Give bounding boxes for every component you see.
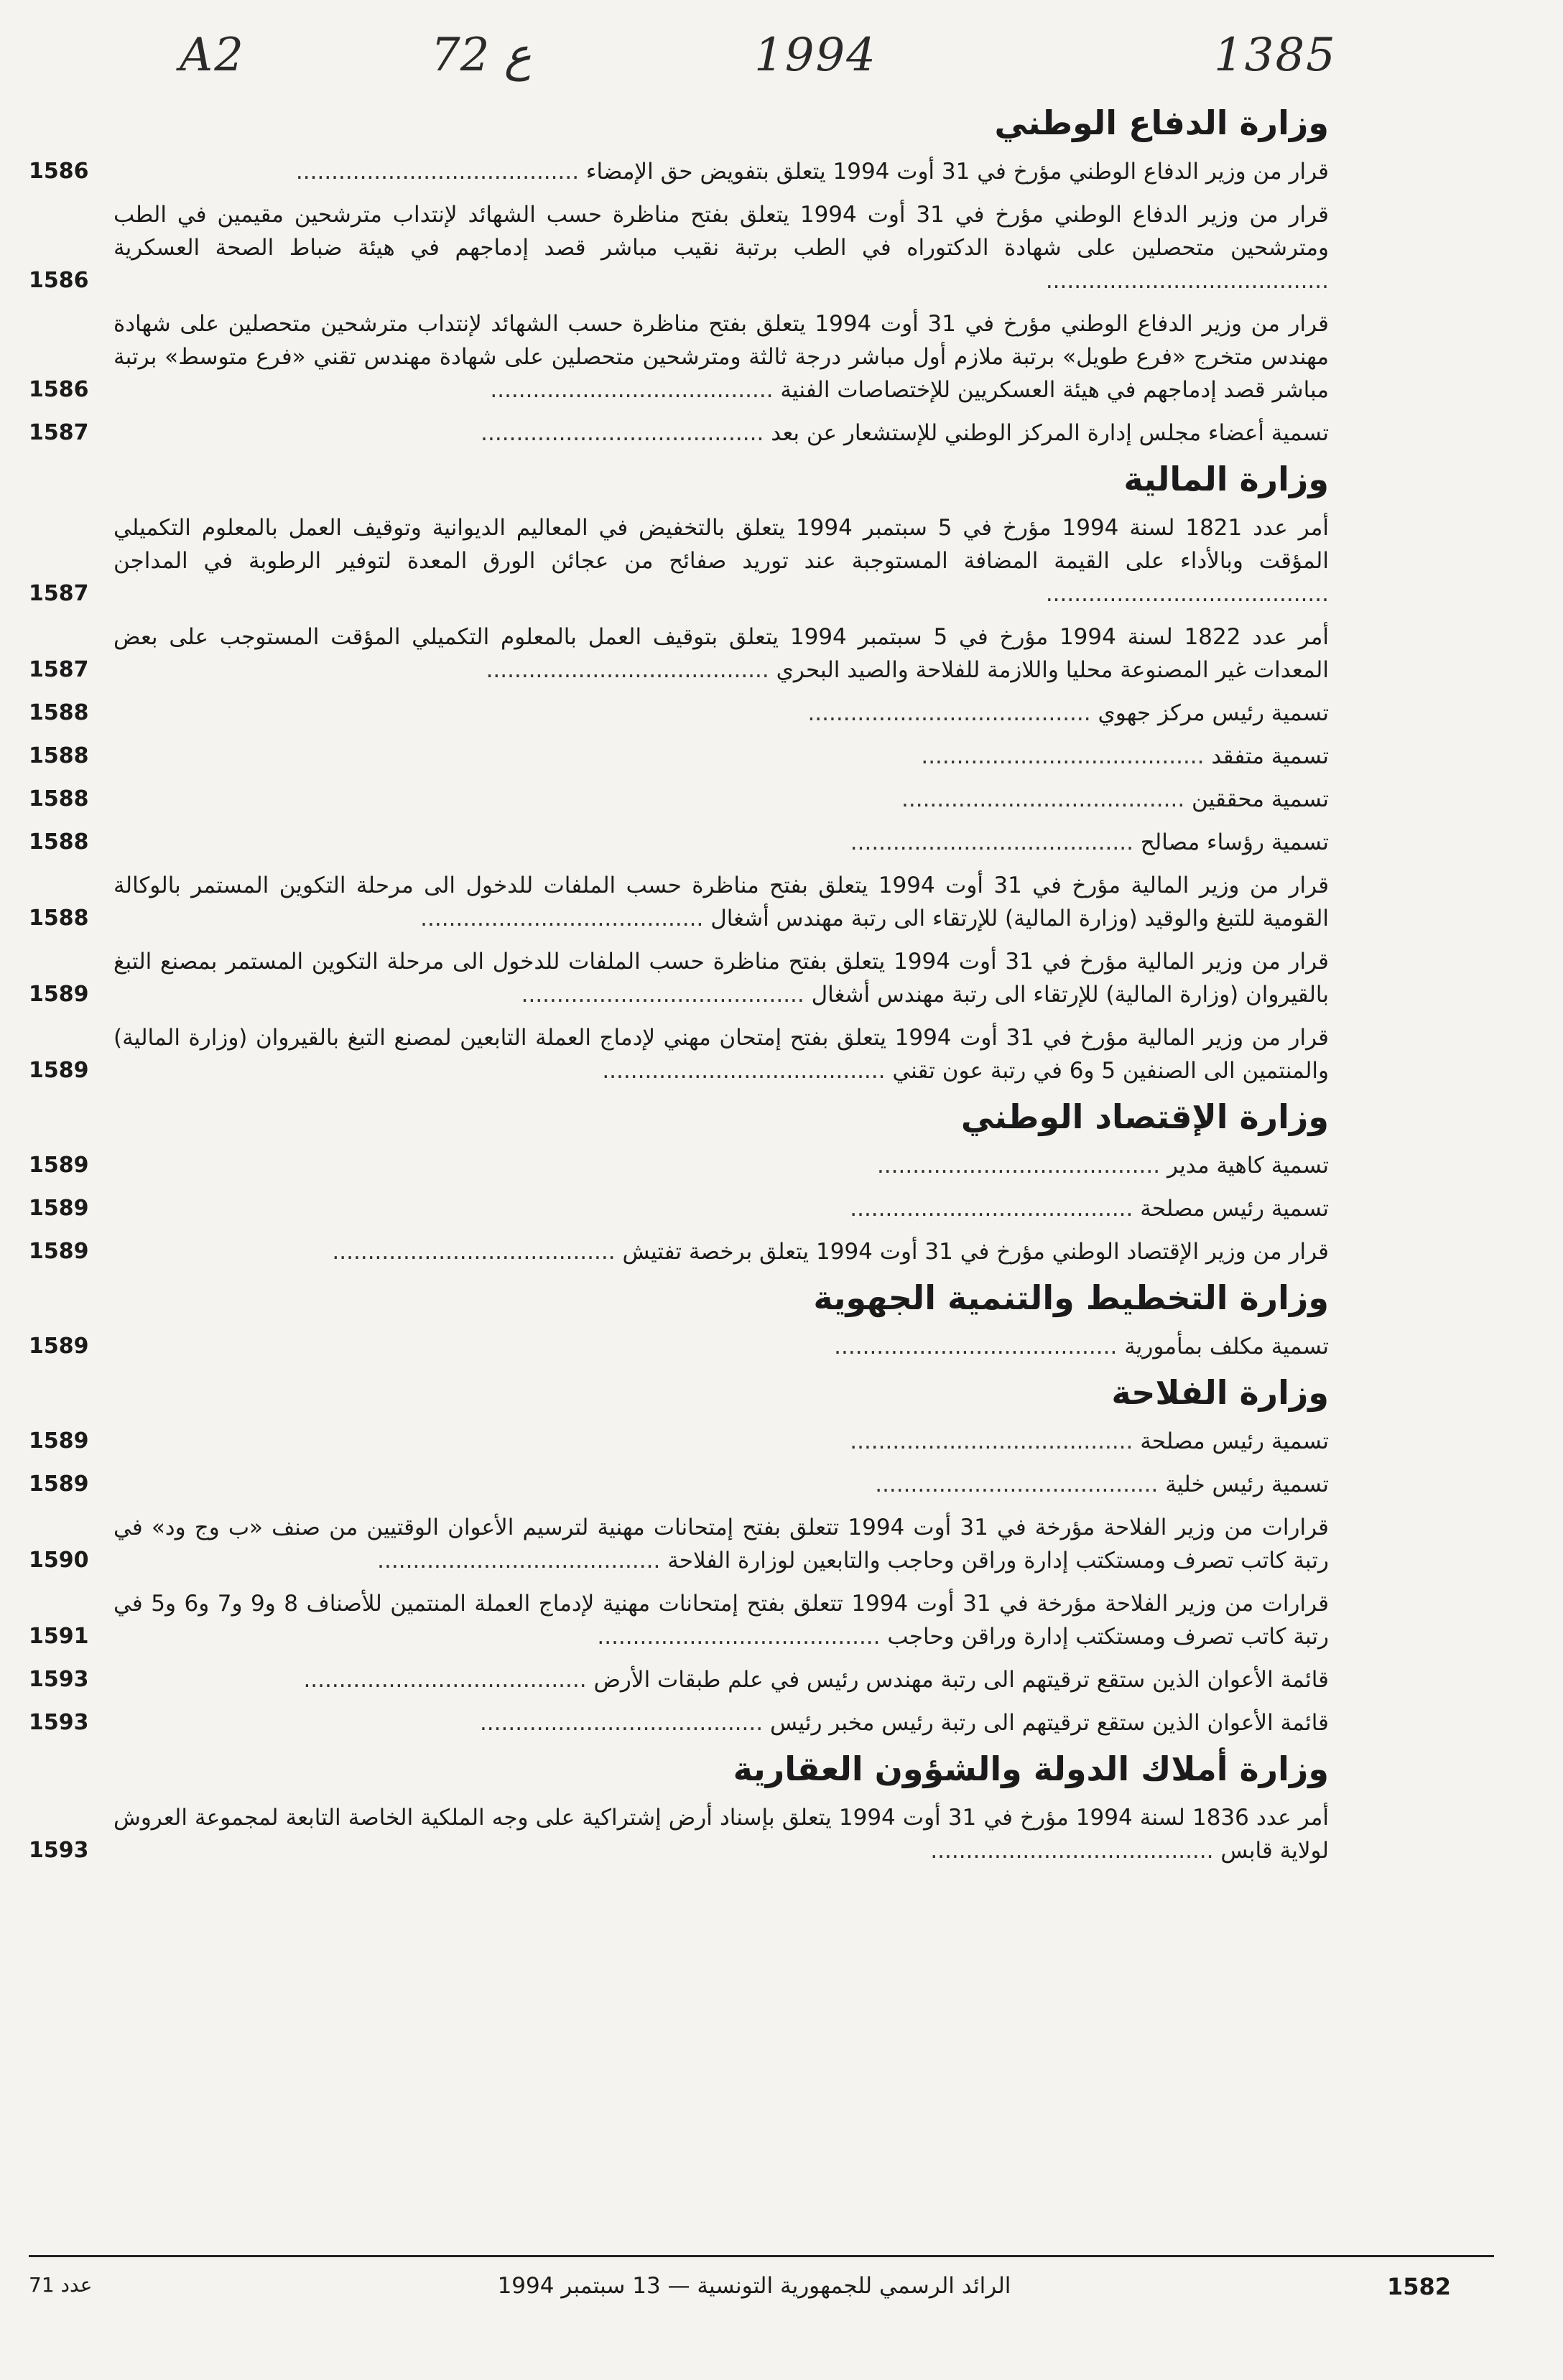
entry-text: تسمية رئيس خلية — [1165, 1472, 1329, 1497]
entry-text-block — [108, 1511, 1329, 1577]
leader-dots: ........................................ — [901, 786, 1192, 812]
handwritten-note: 1994 — [754, 29, 877, 82]
entry-text-block — [108, 1801, 1329, 1867]
table-of-contents — [29, 93, 1329, 1877]
entry-text: تسمية محققين — [1192, 786, 1329, 812]
toc-entry — [29, 1192, 1329, 1225]
toc-entry — [29, 1149, 1329, 1182]
entry-text-block — [108, 1149, 1329, 1182]
entry-text-block — [108, 945, 1329, 1011]
footer-divider — [29, 2255, 1494, 2257]
entry-text: قائمة الأعوان الذين ستقع ترقيتهم الى رتبة رئيس مخبر رئيس — [769, 1710, 1329, 1736]
section-title: وزارة التخطيط والتنمية الجهوية — [813, 1278, 1329, 1317]
page-number: 1582 — [1386, 2273, 1451, 2300]
leader-dots: ........................................ — [377, 1548, 668, 1574]
entry-page-number: 1590 — [29, 1548, 89, 1573]
entry-page-number: 1593 — [29, 1838, 89, 1863]
journal-title: الرائد الرسمي للجمهورية التونسية — 13 سبتمبر 1994 — [497, 2273, 1011, 2299]
entry-text-block — [108, 740, 1329, 773]
entry-text-block — [108, 1330, 1329, 1363]
entry-text-block — [108, 417, 1329, 450]
entry-text: قرار من وزير الدفاع الوطني مؤرخ في 31 أوت 1994 يتعلق بفتح مناظرة حسب الشهائد لإنتداب مترشحين متحصلين على شهادة مهندس متخرج «فرع طويل» برتبة ملازم أول مباشر درجة ثالثة ومترشحين متحصلين على شهادة مهندس تقني «فرع متوسط» برتبة مباشر قصد إدماجهم في هيئة العسكريين للإختصاصات الفنية — [113, 311, 1329, 403]
toc-entry — [29, 307, 1329, 406]
leader-dots: ........................................ — [850, 1196, 1141, 1222]
entry-text: أمر عدد 1836 لسنة 1994 مؤرخ في 31 أوت 1994 يتعلق بإسناد أرض إشتراكية على وجه الملكية الخاصة التابعة لمجموعة العروش لولاية قابس — [113, 1805, 1329, 1864]
handwritten-note: 72 ع — [431, 29, 532, 82]
leader-dots: ........................................ — [850, 1428, 1141, 1454]
issue-number: عدد 71 — [29, 2273, 93, 2297]
entry-text-block — [108, 1706, 1329, 1739]
entry-text: تسمية رئيس مصلحة — [1140, 1196, 1329, 1222]
entry-page-number: 1589 — [29, 982, 89, 1007]
section-title: وزارة الفلاحة — [1111, 1373, 1329, 1412]
entry-text: تسمية كاهية مدير — [1167, 1153, 1329, 1179]
entry-page-number: 1593 — [29, 1710, 89, 1735]
section-title: وزارة الإقتصاد الوطني — [960, 1097, 1329, 1136]
entry-text: قرار من وزير المالية مؤرخ في 31 أوت 1994 يتعلق بفتح إمتحان مهني لإدماج العملة التابعين لمصنع التبغ بالقيروان (وزارة المالية) والمنتمين الى الصنفين 5 و6 في رتبة عون تقني — [113, 1025, 1329, 1084]
entry-page-number: 1587 — [29, 581, 89, 606]
entry-page-number: 1588 — [29, 829, 89, 855]
entry-text: قائمة الأعوان الذين ستقع ترقيتهم الى رتبة مهندس رئيس في علم طبقات الأرض — [593, 1667, 1329, 1693]
toc-entry — [29, 1587, 1329, 1653]
entry-page-number: 1589 — [29, 1196, 89, 1221]
entry-text: تسمية رئيس مركز جهوي — [1098, 700, 1329, 726]
entry-page-number: 1586 — [29, 159, 89, 184]
entry-text: قرار من وزير الإقتصاد الوطني مؤرخ في 31 أوت 1994 يتعلق برخصة تفتيش — [622, 1239, 1329, 1265]
page-footer — [29, 2273, 1494, 2316]
leader-dots: ........................................ — [490, 377, 781, 403]
leader-dots: ........................................ — [295, 159, 586, 185]
entry-text: قرار من وزير الدفاع الوطني مؤرخ في 31 أوت 1994 يتعلق بفتح مناظرة حسب الشهائد لإنتداب مترشحين مقيمين في الطب ومترشحين متحصلين على شهادة الدكتوراه في الطب برتبة نقيب مباشر قصد إدماجهم في هيئة ضباط الصحة العسكرية — [113, 202, 1329, 261]
toc-entry — [29, 417, 1329, 450]
entry-text-block — [108, 198, 1329, 297]
leader-dots: ........................................ — [597, 1624, 888, 1650]
entry-page-number: 1588 — [29, 786, 89, 812]
leader-dots: ........................................ — [420, 906, 711, 931]
toc-entry — [29, 1468, 1329, 1501]
entry-text: تسمية مكلف بمأمورية — [1124, 1334, 1329, 1359]
entry-text: تسمية رئيس مصلحة — [1140, 1428, 1329, 1454]
entry-text: تسمية متفقد — [1211, 743, 1329, 769]
entry-page-number: 1588 — [29, 700, 89, 725]
entry-page-number: 1593 — [29, 1667, 89, 1692]
leader-dots: ........................................ — [481, 420, 771, 446]
leader-dots: ........................................ — [1045, 581, 1329, 607]
entry-text-block — [108, 826, 1329, 859]
toc-entry — [29, 783, 1329, 816]
entry-page-number: 1588 — [29, 743, 89, 768]
toc-entry — [29, 1801, 1329, 1867]
toc-entry — [29, 1330, 1329, 1363]
entry-text-block — [108, 1468, 1329, 1501]
entry-page-number: 1586 — [29, 268, 89, 293]
entry-text-block — [108, 1663, 1329, 1696]
leader-dots: ........................................ — [930, 1838, 1221, 1864]
leader-dots: ........................................ — [521, 982, 812, 1008]
entry-text-block — [108, 511, 1329, 610]
entry-page-number: 1589 — [29, 1472, 89, 1497]
toc-entry — [29, 1663, 1329, 1696]
toc-entry — [29, 1511, 1329, 1577]
toc-entry — [29, 1235, 1329, 1268]
toc-entry — [29, 1425, 1329, 1458]
leader-dots: ........................................ — [850, 829, 1141, 855]
entry-text-block — [108, 1425, 1329, 1458]
toc-entry — [29, 740, 1329, 773]
leader-dots: ........................................ — [807, 700, 1098, 726]
entry-page-number: 1588 — [29, 906, 89, 931]
leader-dots: ........................................ — [875, 1472, 1166, 1497]
entry-text-block — [108, 869, 1329, 935]
handwritten-note: A2 — [180, 29, 245, 82]
entry-text-block — [108, 307, 1329, 406]
entry-text-block — [108, 1021, 1329, 1087]
entry-page-number: 1591 — [29, 1624, 89, 1649]
entry-text: قرارات من وزير الفلاحة مؤرخة في 31 أوت 1994 تتعلق بفتح إمتحانات مهنية لإدماج العملة المنتمين للأصناف 8 و9 و7 و6 و5 في رتبة كاتب تصرف ومستكتب إدارة وراقن وحاجب — [113, 1591, 1330, 1650]
entry-text-block — [108, 1587, 1329, 1653]
entry-page-number: 1589 — [29, 1153, 89, 1178]
entry-page-number: 1586 — [29, 377, 89, 402]
entry-text: تسمية أعضاء مجلس إدارة المركز الوطني للإستشعار عن بعد — [771, 420, 1329, 446]
leader-dots: ........................................ — [602, 1058, 893, 1084]
entry-page-number: 1589 — [29, 1058, 89, 1083]
entry-text: قرار من وزير المالية مؤرخ في 31 أوت 1994 يتعلق بفتح مناظرة حسب الملفات للدخول الى مرحلة التكوين المستمر بالوكالة القومية للتبغ والوقيد (وزارة المالية) للإرتقاء الى رتبة مهندس أشغال — [113, 873, 1330, 931]
toc-entry — [29, 198, 1329, 297]
entry-text-block — [108, 783, 1329, 816]
toc-entry — [29, 945, 1329, 1011]
section-title: وزارة أملاك الدولة والشؤون العقارية — [733, 1749, 1329, 1788]
entry-text: أمر عدد 1822 لسنة 1994 مؤرخ في 5 سبتمبر 1994 يتعلق بتوقيف العمل بالمعلوم التكميلي المؤقت المستوجب على بعض المعدات غير المصنوعة محليا واللازمة للفلاحة والصيد البحري — [113, 624, 1329, 683]
entry-text: تسمية رؤساء مصالح — [1140, 829, 1329, 855]
section-title: وزارة الدفاع الوطني — [994, 103, 1329, 142]
entry-text-block — [108, 620, 1329, 687]
handwritten-annotations — [0, 22, 1563, 101]
entry-page-number: 1587 — [29, 420, 89, 445]
leader-dots: ........................................ — [332, 1239, 623, 1265]
toc-entry — [29, 869, 1329, 935]
entry-text-block — [108, 1235, 1329, 1268]
toc-entry — [29, 1706, 1329, 1739]
entry-text-block — [108, 697, 1329, 730]
leader-dots: ........................................ — [921, 743, 1212, 769]
leader-dots: ........................................ — [876, 1153, 1167, 1179]
entry-text: قرارات من وزير الفلاحة مؤرخة في 31 أوت 1994 تتعلق بفتح إمتحانات مهنية لترسيم الأعوان الوقتيين من صنف «ب وج ود» في رتبة كاتب تصرف ومستكتب إدارة وراقن وحاجب والتابعين لوزارة الفلاحة — [113, 1515, 1329, 1574]
leader-dots: ........................................ — [1045, 268, 1329, 294]
toc-entry — [29, 620, 1329, 687]
leader-dots: ........................................ — [834, 1334, 1125, 1359]
leader-dots: ........................................ — [479, 1710, 770, 1736]
entry-page-number: 1587 — [29, 657, 89, 682]
toc-entry — [29, 697, 1329, 730]
entry-page-number: 1589 — [29, 1239, 89, 1264]
handwritten-note: 1385 — [1214, 29, 1337, 82]
entry-page-number: 1589 — [29, 1334, 89, 1359]
leader-dots: ........................................ — [303, 1667, 594, 1693]
toc-entry — [29, 1021, 1329, 1087]
entry-text-block — [108, 155, 1329, 188]
entry-text: أمر عدد 1821 لسنة 1994 مؤرخ في 5 سبتمبر 1994 يتعلق بالتخفيض في المعاليم الديوانية وتوقيف العمل بالمعلوم التكميلي المؤقت وبالأداء على القيمة المضافة المستوجبة عند توريد صفائح من عجائن الورق المعدة لتوفير الرطوبة في المداجن — [113, 515, 1329, 574]
leader-dots: ........................................ — [486, 657, 776, 683]
entry-text: قرار من وزير المالية مؤرخ في 31 أوت 1994 يتعلق بفتح مناظرة حسب الملفات للدخول الى مرحلة التكوين المستمر بمصنع التبغ بالقيروان (وزارة المالية) للإرتقاء الى رتبة مهندس أشغال — [113, 949, 1330, 1008]
entry-page-number: 1589 — [29, 1428, 89, 1454]
section-title: وزارة المالية — [1123, 460, 1329, 498]
toc-entry — [29, 155, 1329, 188]
entry-text: قرار من وزير الدفاع الوطني مؤرخ في 31 أوت 1994 يتعلق بتفويض حق الإمضاء — [585, 159, 1329, 185]
toc-entry — [29, 511, 1329, 610]
toc-entry — [29, 826, 1329, 859]
entry-text-block — [108, 1192, 1329, 1225]
